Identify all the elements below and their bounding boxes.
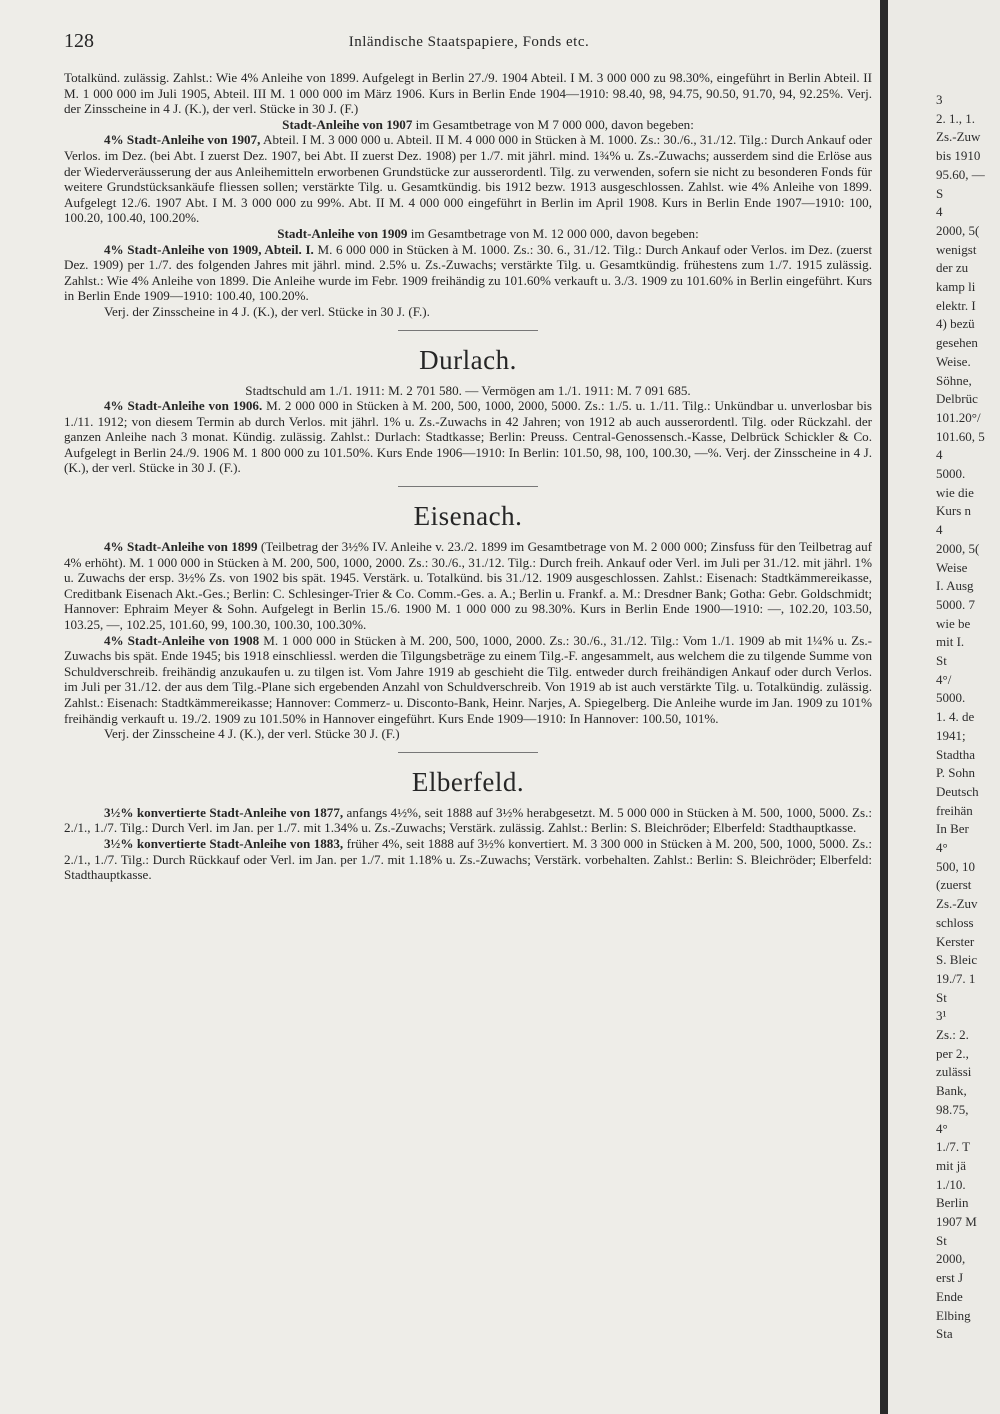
adjacent-page-fragment: 19./7. 1 [936, 970, 976, 986]
section-divider [398, 486, 538, 487]
adjacent-page-fragment: 500, 10 [936, 858, 975, 874]
entry-title: 3½% konvertierte Stadt-Anleihe von 1877, [104, 804, 344, 820]
running-head: Inländische Staatspapiere, Fonds etc. [348, 34, 590, 50]
adjacent-page-fragment: Zs.-Zuw [936, 129, 981, 145]
adjacent-page-fragment: 5000. [936, 466, 966, 481]
entry-paragraph [64, 633, 872, 727]
adjacent-page-fragment: mit I. [936, 634, 965, 650]
entry-title: 3½% konvertierte Stadt-Anleihe von 1883, [104, 835, 344, 851]
adjacent-page-fragment: Zs.-Zuv [936, 896, 978, 912]
adjacent-page-fragment: Söhne, [936, 372, 972, 388]
adjacent-page-fragment: schloss [936, 914, 974, 930]
adjacent-page-fragment: 2. 1., 1. [936, 110, 975, 126]
adjacent-page-fragment: 101.20°/ [936, 409, 981, 425]
page-content [64, 70, 872, 883]
adjacent-page-fragment: elektr. I [936, 297, 976, 313]
entry-title: Stadt-Anleihe von 1907 [282, 116, 413, 132]
adjacent-page-fragment: Zs.: 2. [936, 1027, 969, 1042]
entry-text: anfangs 4½%, seit 1888 auf 3½% herabgesetzt. M. 5 000 000 in Stücken à M. 500, 1000, 5000. Zs.: 2./1., 1./7. Tilg.: Durch Verl. im Jan. per 1./7. mit 1.34% u. Zs.-Zuwachs; Verstärk. zulässig. Zahlst.: Berlin: S. Bleichröder; Elberfeld: Stadthauptkasse. [64, 804, 872, 836]
adjacent-page-fragment: St [936, 989, 947, 1005]
adjacent-page-fragment: 4 [936, 204, 943, 220]
entry-paragraph [64, 398, 872, 476]
city-heading: Elberfeld. [411, 766, 525, 797]
adjacent-page-fragment: Deutsch [936, 783, 979, 799]
adjacent-page-fragment: 1./10. [936, 1176, 966, 1192]
adjacent-page-fragment: St [936, 653, 947, 668]
adjacent-page-fragment: zulässi [936, 1064, 972, 1080]
adjacent-page-fragment: 1./7. T [936, 1139, 971, 1155]
adjacent-page-fragment: 98.75, [936, 1101, 969, 1117]
adjacent-page-fragment: Bank, [936, 1083, 967, 1099]
entry-paragraph [64, 805, 872, 836]
entry-text: M. 1 000 000 in Stücken à M. 200, 500, 1000, 2000. Zs.: 30./6., 31./12. Tilg.: Vom 1./1. 1909 ab mit 1¼% u. Zs.-Zuwachs bis spät. Ende 1945; bis 1918 einschliessl. werden die Tilgungsbeträge zu einem Tilg.-F. angesammelt, aus welchem die zu tilgende Summe von Schuldverschreib. freihändig anzukaufen u. zu tilgen ist. Vom Jahre 1919 ab geschieht die Tilg. entweder durch freihändigen Ankauf oder durch Verlos. im Juli per 31./12. der aus dem Tilg.-Plane sich ergebenden Anzahl von Schuldverschreib. Von 1919 ab ist auch verstärkte Tilg. u. Totalkündig. zulässig. Zahlst.: Eisenach: Stadtkämmereikasse; Hannover: Commerz- u. Disconto-Bank, Heinr. Narjes, A. Spiegelberg. Die Anleihe wurde im Jan. 1909 zu 101% freihändig verkauft u. 19./2. 1909 zu 101.50% in Hannover eingeführt. Kurs Ende 1909—1910: In Hannover: 100.50, 101%. [64, 632, 872, 726]
adjacent-page-fragment: mit jä [936, 1157, 966, 1173]
entry-text: Verj. der Zinsscheine 4 J. (K.), der verl. Stücke 30 J. (F.) [104, 726, 400, 742]
entry-text: Verj. der Zinsscheine in 4 J. (K.), der verl. Stücke in 30 J. (F.). [104, 303, 430, 319]
adjacent-page-fragment: S. Bleic [936, 952, 978, 968]
entry-paragraph [64, 242, 872, 304]
entry-text: Abteil. I M. 3 000 000 u. Abteil. II M. 4 000 000 in Stücken à M. 1000. Zs.: 30./6., 31./12. Tilg.: Durch Ankauf oder Verlos. im Dez. (bei Abt. I zuerst Dez. 1907, bei Abt. II zuerst Dez. 1908) per 1./7. mit jährl. mind. 1¾% u. Zs.-Zuwachs; ausserdem sind die Erlöse aus der Wiederveräusserung der aus Anleihemitteln erworbenen Grundstücke zur ausserordentl. Tilg. zu verwenden, sofern sie nicht zu besonderen Fonds für weitere Grundstücksankäufe fliessen sollen; verstärkte Tilg. u. Gesamtkündig. bis 1912 bezw. 1913 ausgeschlossen. Zahlst. wie 4% Anleihe von 1899. Aufgelegt 12./6. 1907 Abt. I M. 3 000 000 zu 99%. Abt. II M. 4 000 000 eingeführt in Berlin im April 1908. Kurs in Berlin Ende 1907—1910: 100, 100.20, 100.40, 100.20%. [64, 132, 872, 226]
entry-text: (Teilbetrag der 3½% IV. Anleihe v. 23./2. 1899 im Gesamtbetrage von M. 2 000 000; Zinsfuss für den Teilbetrag auf 4% erhöht). M. 1 000 000 in Stücken à M. 200, 500, 1000, 2000. Zs.: 30./6., 31./12. Tilg.: Durch freih. Ankauf oder Verl. im Juli per 31./12. mit jährl. 1% u. Zuwachs der ersp. 3½% Zs. von 1902 bis spät. 1945. Verstärk. u. Totalkünd. bis 31./12. 1909 ausgeschlossen. Zahlst.: Eisenach: Stadtkämmereikasse, Creditbank Eisenach Akt.-Ges.; Berlin: C. Schlesinger-Trier & Co. Comm.-Ges. a. A.; Berlin u. Frankf. a. M.: Dresdner Bank; Gotha: Gebr. Goldschmidt; Hannover: Ephraim Meyer & Sohn. Aufgelegt in Berlin 15./6. 1900 M. 1 000 000 zu 98.30%. Kurs in Berlin Ende 1900—1910: —, 102.20, 103.50, 103.25, —, 102.25, 101.60, 99, 100.30, 100.30, 100.30%. [64, 539, 872, 633]
adjacent-page-fragment: Berlin [936, 1195, 969, 1211]
adjacent-page-fragment: Kurs n [936, 503, 972, 519]
entry-paragraph [64, 726, 872, 742]
section-divider [398, 752, 538, 753]
adjacent-page-fragment: 5000. [936, 690, 966, 706]
adjacent-page-fragment: 1. 4. de [936, 709, 975, 725]
entry-text: früher 4%, seit 1888 auf 3½% konvertiert. M. 3 300 000 in Stücken à M. 200, 500, 1000, 5000. Zs.: 2./1., 1./7. Tilg.: Durch Rückkauf oder Verl. im Jan. per 1./7. mit 1.18% u. Zs.-Zuwachs; Verstärk. vorbehalten. Zahlst.: Berlin: S. Bleichröder; Elberfeld: Stadthauptkasse. [64, 835, 872, 883]
entry-title: 4% Stadt-Anleihe von 1907, [104, 132, 261, 148]
entry-title: 4% Stadt-Anleihe von 1906. [104, 398, 263, 414]
adjacent-page-fragment: 2000, [936, 1251, 966, 1267]
entry-title: 4% Stadt-Anleihe von 1899 [104, 539, 258, 555]
adjacent-page-fragment: Weise. [936, 353, 971, 369]
adjacent-page-fragment: Stadtha [936, 746, 975, 762]
adjacent-page-edge [888, 0, 1000, 1414]
adjacent-page-fragment: Kerster [936, 933, 975, 949]
entry-text: im Gesamtbetrage von M. 12 000 000, davon begeben: [407, 225, 699, 241]
entry-text: M. 2 000 000 in Stücken à M. 200, 500, 1000, 2000, 5000. Zs.: 1./5. u. 1./11. Tilg.: Unkündbar u. unverlosbar bis 1./11. 1912; von diesem Termin ab durch Verlos. mit jährl. 1% u. Zs.-Zuwachs in 42 Jahren; von 1912 ab auch ausserordentl. Tilg. oder Rückzahl. der ganzen Anleihe nach 3 monat. Kündig. zulässig. Zahlst.: Durlach: Stadtkasse; Berlin: Preuss. Central-Genossensch.-Kasse, Delbrück Schickler & Co. Aufgelegt in Berlin 24./9. 1906 M. 1 800 000 zu 101.50%. Kurs Ende 1906—1910: In Berlin: 101.50, 98, 100, 100.30, —%. Verj. der Zinsscheine in 4 J. (K.), der verl. Stücke in 30 J. (F.). [64, 398, 872, 476]
entry-paragraph [64, 304, 872, 320]
adjacent-page-fragment: P. Sohn [936, 765, 976, 781]
adjacent-page-fragment: 5000. 7 [936, 596, 975, 612]
adjacent-page-fragment: wie be [936, 615, 971, 631]
adjacent-page-fragment: 1941; [936, 727, 966, 743]
entry-title: 4% Stadt-Anleihe von 1908 [104, 632, 260, 648]
page-header [64, 30, 874, 60]
adjacent-page-fragment: 4) bezü [936, 316, 975, 332]
section-divider [398, 330, 538, 331]
adjacent-page-fragment: In Ber [936, 821, 969, 837]
adjacent-page-fragment: (zuerst [936, 877, 972, 893]
entry-paragraph [64, 70, 872, 117]
page-number: 128 [64, 30, 94, 52]
city-heading: Durlach. [419, 344, 517, 375]
adjacent-page-fragment: St [936, 1232, 947, 1248]
adjacent-page-fragment: wie die [936, 484, 974, 500]
adjacent-page-fragment: 4°/ [936, 671, 952, 687]
adjacent-page-fragment: wenigst [936, 241, 977, 257]
entry-paragraph [64, 836, 872, 883]
adjacent-page-fragment: 4° [936, 840, 948, 855]
entry-text: im Gesamtbetrage von M 7 000 000, davon begeben: [412, 116, 694, 132]
entry-paragraph [64, 117, 872, 133]
adjacent-page-fragment: 3 [936, 92, 943, 107]
adjacent-page-fragment: 95.60, — [936, 166, 985, 182]
adjacent-page-fragment: Sta [936, 1326, 953, 1342]
adjacent-page-fragment: gesehen [936, 335, 978, 351]
entry-paragraph [64, 226, 872, 242]
adjacent-page-fragment: S [936, 185, 944, 201]
adjacent-page-fragment: 4 [936, 447, 943, 463]
entry-text: Stadtschuld am 1./1. 1911: M. 2 701 580. — Vermögen am 1./1. 1911: M. 7 091 685. [245, 382, 691, 398]
adjacent-page-fragment: der zu [936, 260, 969, 276]
entry-text: Totalkünd. zulässig. Zahlst.: Wie 4% Anleihe von 1899. Aufgelegt in Berlin 27./9. 1904 Abteil. I M. 3 000 000 zu 98.30%, eingeführt in Berlin Abteil. II M. 1 000 000 im Juli 1905, Abteil. III M. 1 000 000 im März 1906. Kurs in Berlin Ende 1904—1910: 98.40, 98, 94.75, 90.50, 91.70, 94, 92.25%. Verj. der Zinsscheine in 4 J. (K.), der verl. Stücke in 30 J. (F.) [64, 70, 872, 117]
adjacent-page-fragment: 4 [936, 522, 943, 538]
book-gutter [880, 0, 888, 1414]
entry-paragraph [64, 132, 872, 226]
entry-title: Stadt-Anleihe von 1909 [277, 225, 408, 241]
adjacent-page-fragment: erst J [936, 1270, 964, 1286]
entry-paragraph [64, 539, 872, 633]
adjacent-page-fragment: Weise [936, 559, 968, 575]
entry-title: 4% Stadt-Anleihe von 1909, Abteil. I. [104, 241, 314, 257]
adjacent-page-fragment: kamp li [936, 279, 976, 294]
adjacent-page-fragment: 1907 M [936, 1214, 977, 1229]
adjacent-page-fragment: Ende [936, 1288, 963, 1304]
adjacent-page-fragment: 101.60, 5 [936, 428, 985, 444]
entry-text: M. 6 000 000 in Stücken à M. 1000. Zs.: 30. 6., 31./12. Tilg.: Durch Ankauf oder Verlos. im Dez. (zuerst Dez. 1909) per 1./7. des folgenden Jahres mit jährl. mind. 2.5% u. Zs.-Zuwachs; verstärkte Tilg. u. Gesamtkündig. frühestens zum 1./7. 1915 zulässig. Zahlst.: Wie 4% Anleihe von 1899. Die Anleihe wurde im Febr. 1909 freihändig zu 101.60% verkauft u. 3./3. 1909 zu 101.60% in Berlin eingeführt. Kurs in Berlin Ende 1909—1910: 100.40, 100.20%. [64, 241, 872, 304]
adjacent-page-fragment: per 2., [936, 1045, 969, 1061]
adjacent-page-fragment: Elbing [936, 1307, 971, 1323]
city-heading: Eisenach. [413, 501, 523, 532]
adjacent-page-fragment: 2000, 5( [936, 540, 980, 556]
adjacent-page-fragment: 2000, 5( [936, 222, 980, 238]
entry-paragraph [64, 383, 872, 399]
adjacent-page-fragment: I. Ausg [936, 578, 974, 594]
adjacent-page-fragment: freihän [936, 802, 973, 818]
adjacent-page-fragment: Delbrüc [936, 391, 978, 407]
adjacent-page-fragment: 3¹ [936, 1008, 947, 1024]
adjacent-page-fragment: bis 1910 [936, 148, 981, 164]
adjacent-page-fragment: 4° [936, 1120, 948, 1136]
